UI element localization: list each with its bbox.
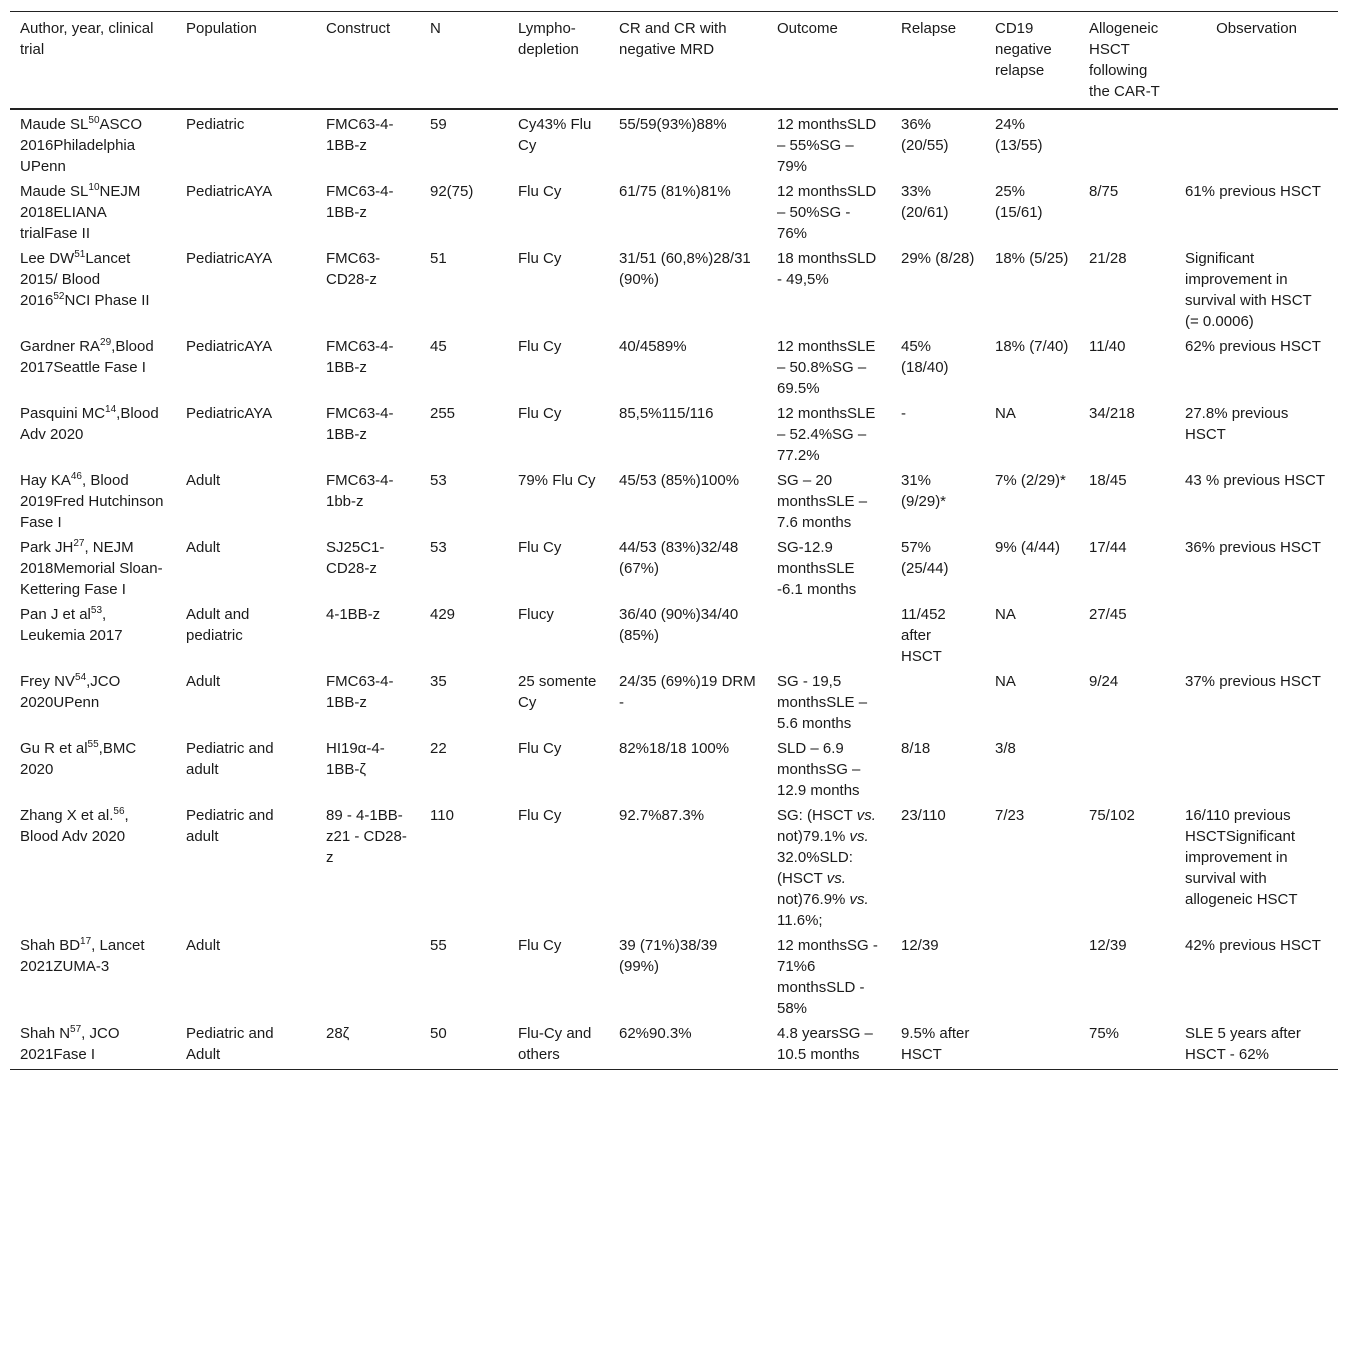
cell-hsct [1079, 109, 1175, 179]
cell-author [10, 109, 176, 179]
cell-relapse: 45% (18/40) [901, 338, 949, 376]
text-run: , JCO 2021Fase I [20, 1025, 120, 1063]
cell-n: 59 [430, 116, 447, 133]
cell-lymphodepletion: Flu Cy [518, 338, 562, 355]
cell-cr: 40/4589% [619, 338, 687, 355]
reference-superscript: 57 [70, 1024, 82, 1035]
cell-cd19-relapse: 7% (2/29)* [995, 472, 1066, 489]
cell-population: Adult [186, 539, 221, 556]
cell-outcome [767, 933, 891, 1021]
cell-population: PediatricAYA [186, 250, 273, 267]
cell-outcome [767, 468, 891, 535]
reference-superscript: 27 [73, 538, 85, 549]
cell-n: 429 [430, 606, 456, 623]
text-run: NEJM 2018ELIANA trialFase II [20, 183, 141, 242]
table-row [10, 109, 1338, 179]
text-run: Zhang X et al. [20, 807, 114, 824]
cell-observation: 43 % previous HSCT [1185, 472, 1326, 489]
table-row [10, 246, 1338, 334]
cell-lymphodepletion: Flu Cy [518, 937, 562, 954]
cell-hsct: 17/44 [1089, 539, 1127, 556]
table-row [10, 602, 1338, 669]
reference-superscript: 14 [105, 404, 117, 415]
cell-outcome [767, 334, 891, 401]
cell-observation [1175, 109, 1338, 179]
cell-construct: 4-1BB-z [326, 606, 381, 623]
text-run: NCI Phase II [64, 292, 150, 309]
cell-cr: 45/53 (85%)100% [619, 472, 740, 489]
italic-text: vs. [826, 870, 846, 887]
cell-hsct: 18/45 [1089, 472, 1127, 489]
cell-observation: Significant improvement in survival with HSCT (= 0.0006) [1185, 250, 1312, 330]
reference-superscript: 50 [88, 115, 100, 126]
cell-cr: 39 (71%)38/39 (99%) [619, 937, 718, 975]
header-lymphodepletion: Lympho-depletion [508, 12, 609, 110]
cell-construct: SJ25C1-CD28-z [326, 539, 385, 577]
cell-author [10, 468, 176, 535]
cell-relapse: 9.5% after HSCT [891, 1021, 985, 1070]
cell-hsct [1079, 736, 1175, 803]
cell-relapse [891, 669, 985, 736]
table-container [10, 11, 1338, 1070]
cell-construct: FMC63-4-1BB-z [326, 338, 394, 376]
cell-construct: FMC63-4-1BB-z [326, 116, 394, 154]
table-row [10, 1021, 1338, 1070]
text-run: 12 monthsSG - 71%6 monthsSLD - 58% [777, 937, 878, 1017]
table-row [10, 401, 1338, 468]
cell-observation [1175, 736, 1338, 803]
cell-n: 110 [430, 807, 454, 824]
reference-superscript: 52 [53, 291, 65, 302]
table-body [10, 109, 1338, 1070]
cell-hsct: 11/40 [1089, 338, 1126, 355]
cell-cr: 31/51 (60,8%)28/31 (90%) [619, 250, 751, 288]
cell-hsct: 34/218 [1089, 405, 1135, 422]
cell-cr: 55/59(93%)88% [619, 116, 727, 133]
cell-relapse: 11/452 after HSCT [901, 606, 946, 665]
table-header [10, 12, 1338, 110]
cell-outcome [767, 246, 891, 334]
cell-lymphodepletion: 79% Flu Cy [518, 472, 596, 489]
cell-population: PediatricAYA [186, 338, 273, 355]
cell-observation: 62% previous HSCT [1185, 338, 1321, 355]
cell-lymphodepletion: Flu Cy [518, 740, 562, 757]
table-row [10, 179, 1338, 246]
cell-cd19-relapse [985, 933, 1079, 1021]
cell-cr: 61/75 (81%)81% [619, 183, 731, 200]
cell-outcome [767, 669, 891, 736]
cell-population: Pediatric and adult [186, 740, 274, 778]
text-run: Maude SL [20, 183, 89, 200]
header-observation: Observation [1175, 12, 1338, 110]
cell-observation: 42% previous HSCT [1185, 937, 1321, 954]
text-run: 18 monthsSLD - 49,5% [777, 250, 877, 288]
cell-lymphodepletion: Flu Cy [518, 807, 562, 824]
cell-relapse: 12/39 [901, 937, 939, 954]
cell-cr: 85,5%115/116 [619, 405, 714, 422]
cell-lymphodepletion: Flu Cy [518, 183, 562, 200]
cell-lymphodepletion: Cy43% Flu Cy [518, 116, 592, 154]
cell-construct [316, 933, 420, 1021]
text-run: ,BMC 2020 [20, 740, 137, 778]
italic-text: vs. [856, 807, 876, 824]
text-run: 11.6%; [777, 912, 823, 929]
text-run: , Lancet 2021ZUMA-3 [20, 937, 145, 975]
cell-outcome [767, 803, 891, 933]
cell-lymphodepletion: Flu-Cy and others [508, 1021, 609, 1070]
text-run: SLD – 6.9 monthsSG – 12.9 months [777, 740, 861, 799]
text-run: Shah BD [20, 937, 81, 954]
cell-hsct: 9/24 [1089, 673, 1119, 690]
cell-construct: 89 - 4-1BB-z21 - CD28-z [326, 807, 407, 866]
text-run: 12 monthsSLE – 50.8%SG – 69.5% [777, 338, 876, 397]
reference-superscript: 53 [90, 605, 103, 616]
cell-author [10, 179, 176, 246]
header-n: N [420, 12, 508, 110]
car-t-trials-table [10, 11, 1338, 1070]
cell-population: Pediatric [186, 116, 245, 133]
header-author: Author, year, clinical trial [10, 12, 176, 110]
text-run: 12 monthsSLD – 55%SG – 79% [777, 116, 877, 175]
cell-construct: FMC63-4-1BB-z [326, 183, 394, 221]
cell-relapse: 23/110 [901, 807, 946, 824]
cell-cr: 82%18/18 100% [619, 740, 730, 757]
text-run: , Leukemia 2017 [20, 606, 123, 644]
cell-construct: HI19α-4-1BB-ζ [326, 740, 385, 778]
reference-superscript: 29 [100, 337, 112, 348]
reference-superscript: 56 [113, 806, 125, 817]
cell-hsct: 75/102 [1089, 807, 1135, 824]
cell-population: Adult and pediatric [186, 606, 250, 644]
text-run: ,Blood Adv 2020 [20, 405, 159, 443]
cell-lymphodepletion: 25 somente Cy [518, 673, 597, 711]
cell-author [10, 401, 176, 468]
text-run: Maude SL [20, 116, 89, 133]
text-run: SG - 19,5 monthsSLE – 5.6 months [777, 673, 868, 732]
cell-n: 55 [430, 937, 447, 954]
cell-cd19-relapse: NA [995, 673, 1016, 690]
text-run: Gardner RA [20, 338, 101, 355]
header-cd19: CD19 negative relapse [985, 12, 1079, 110]
text-run: Gu R et al [20, 740, 88, 757]
table-row [10, 535, 1338, 602]
cell-cd19-relapse: 7/23 [995, 807, 1025, 824]
cell-construct: FMC63-CD28-z [326, 250, 381, 288]
text-run: Park JH [20, 539, 74, 556]
cell-relapse: 29% (8/28) [901, 250, 975, 267]
cell-author [10, 736, 176, 803]
cell-observation: 16/110 previous HSCTSignificant improvement in survival with allogeneic HSCT [1185, 807, 1298, 908]
cell-author [10, 803, 176, 933]
cell-lymphodepletion: Flu Cy [518, 405, 562, 422]
cell-cd19-relapse: 18% (7/40) [995, 338, 1069, 355]
reference-superscript: 10 [88, 182, 100, 193]
cell-cr: 62%90.3% [609, 1021, 767, 1070]
cell-relapse: 31% (9/29)* [901, 472, 947, 510]
cell-cd19-relapse: 25% (15/61) [995, 183, 1043, 221]
cell-population: PediatricAYA [186, 183, 273, 200]
cell-construct: FMC63-4-1BB-z [326, 405, 394, 443]
cell-observation: 27.8% previous HSCT [1185, 405, 1289, 443]
text-run: , Blood Adv 2020 [20, 807, 129, 845]
cell-hsct: 12/39 [1089, 937, 1127, 954]
text-run: Lee DW [20, 250, 75, 267]
cell-outcome [767, 1021, 891, 1070]
cell-outcome [767, 602, 891, 669]
text-run: Pasquini MC [20, 405, 106, 422]
header-cr: CR and CR with negative MRD [609, 12, 767, 110]
cell-hsct: 8/75 [1089, 183, 1119, 200]
header-construct: Construct [316, 12, 420, 110]
cell-n: 50 [420, 1021, 508, 1070]
text-run: Frey NV [20, 673, 76, 690]
text-run: not)76.9% [777, 891, 850, 908]
cell-construct: 28ζ [316, 1021, 420, 1070]
cell-relapse: 33% (20/61) [901, 183, 949, 221]
cell-lymphodepletion: Flu Cy [518, 250, 562, 267]
cell-n: 255 [430, 405, 456, 422]
cell-relapse: 8/18 [901, 740, 931, 757]
table-row [10, 669, 1338, 736]
cell-population: Adult [186, 937, 221, 954]
cell-outcome [767, 535, 891, 602]
cell-n: 35 [430, 673, 447, 690]
cell-observation: 36% previous HSCT [1185, 539, 1321, 556]
cell-lymphodepletion: Flucy [518, 606, 554, 623]
cell-construct: FMC63-4-1bb-z [326, 472, 394, 510]
text-run: Hay KA [20, 472, 71, 489]
cell-author [10, 246, 176, 334]
table-row [10, 334, 1338, 401]
cell-cr: 36/40 (90%)34/40 (85%) [619, 606, 739, 644]
cell-population: Pediatric and adult [186, 807, 274, 845]
cell-lymphodepletion: Flu Cy [518, 539, 562, 556]
cell-author [10, 933, 176, 1021]
cell-population: Adult [186, 472, 221, 489]
cell-outcome [767, 109, 891, 179]
text-run: 12 monthsSLD – 50%SG - 76% [777, 183, 877, 242]
cell-population: Adult [186, 673, 221, 690]
cell-author [10, 535, 176, 602]
text-run: not)79.1% [777, 828, 850, 845]
cell-cd19-relapse: 9% (4/44) [995, 539, 1061, 556]
header-hsct: Allogeneic HSCT following the CAR-T [1079, 12, 1175, 110]
cell-author [10, 1021, 176, 1070]
reference-superscript: 17 [80, 936, 92, 947]
cell-population: PediatricAYA [186, 405, 273, 422]
cell-cd19-relapse: NA [995, 405, 1016, 422]
text-run: ASCO 2016Philadelphia UPenn [20, 116, 143, 175]
cell-cd19-relapse: NA [995, 606, 1016, 623]
cell-cd19-relapse [985, 1021, 1079, 1070]
text-run: Shah N [20, 1025, 71, 1042]
cell-cr: 44/53 (83%)32/48 (67%) [619, 539, 739, 577]
cell-observation: SLE 5 years after HSCT - 62% [1175, 1021, 1338, 1070]
cell-relapse: - [901, 405, 906, 422]
text-run: SG – 20 monthsSLE –7.6 months [777, 472, 868, 531]
cell-population: Pediatric and Adult [176, 1021, 316, 1070]
cell-observation: 61% previous HSCT [1185, 183, 1321, 200]
cell-n: 45 [430, 338, 447, 355]
italic-text: vs. [849, 828, 869, 845]
table-row [10, 933, 1338, 1021]
text-run: 12 monthsSLE – 52.4%SG – 77.2% [777, 405, 876, 464]
reference-superscript: 46 [70, 471, 82, 482]
cell-construct: FMC63-4-1BB-z [326, 673, 394, 711]
cell-hsct: 27/45 [1089, 606, 1127, 623]
text-run: ,Blood 2017Seattle Fase I [20, 338, 154, 376]
italic-text: vs. [849, 891, 869, 908]
cell-cr: 24/35 (69%)19 DRM - [619, 673, 756, 711]
cell-author [10, 334, 176, 401]
cell-hsct: 21/28 [1089, 250, 1127, 267]
reference-superscript: 51 [74, 249, 86, 260]
cell-outcome [767, 179, 891, 246]
text-run: ,JCO 2020UPenn [20, 673, 121, 711]
cell-n: 53 [430, 539, 447, 556]
table-row [10, 803, 1338, 933]
cell-outcome [767, 401, 891, 468]
text-run: 32.0%SLD: (HSCT [777, 849, 853, 887]
cell-cr: 92.7%87.3% [619, 807, 705, 824]
cell-n: 22 [430, 740, 447, 757]
text-run: 4.8 yearsSG – 10.5 months [777, 1025, 873, 1063]
cell-outcome [767, 736, 891, 803]
table-row [10, 468, 1338, 535]
cell-relapse: 57% (25/44) [901, 539, 949, 577]
header-population: Population [176, 12, 316, 110]
cell-author [10, 602, 176, 669]
cell-n: 53 [430, 472, 447, 489]
cell-author [10, 669, 176, 736]
cell-cd19-relapse: 24% (13/55) [995, 116, 1043, 154]
reference-superscript: 55 [87, 739, 99, 750]
cell-cd19-relapse: 18% (5/25) [995, 250, 1069, 267]
cell-n: 92(75) [430, 183, 474, 200]
header-relapse: Relapse [891, 12, 985, 110]
text-run: SG: (HSCT [777, 807, 857, 824]
table-row [10, 736, 1338, 803]
cell-relapse: 36% (20/55) [901, 116, 949, 154]
reference-superscript: 54 [75, 672, 87, 683]
text-run: Lancet 2015/ Blood 2016 [20, 250, 131, 309]
cell-hsct: 75% [1079, 1021, 1175, 1070]
cell-cd19-relapse: 3/8 [995, 740, 1016, 757]
cell-observation: 37% previous HSCT [1185, 673, 1321, 690]
header-outcome: Outcome [767, 12, 891, 110]
cell-observation [1175, 602, 1338, 669]
text-run: , Blood 2019Fred Hutchinson Fase I [20, 472, 164, 531]
text-run: SG-12.9 monthsSLE -6.1 months [777, 539, 857, 598]
text-run: Pan J et al [20, 606, 91, 623]
text-run: , NEJM 2018Memorial Sloan-Kettering Fase I [20, 539, 163, 598]
cell-n: 51 [430, 250, 447, 267]
header-row [10, 12, 1338, 110]
